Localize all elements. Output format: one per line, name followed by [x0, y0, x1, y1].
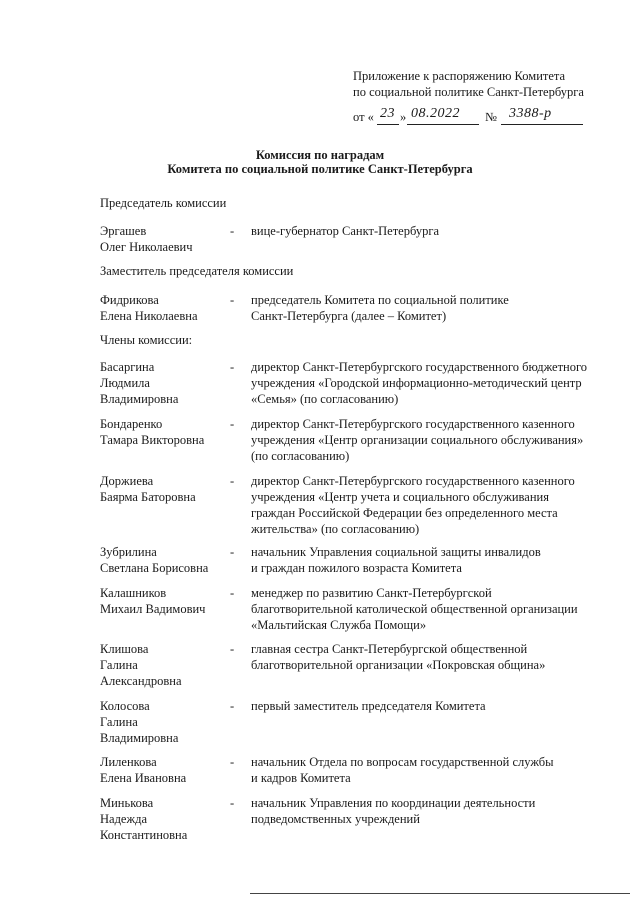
name-line: Басаргина: [100, 360, 155, 374]
role-line: благотворительной католической общественной организации: [251, 602, 578, 616]
date-prefix: от «: [353, 110, 374, 124]
role-line: подведомственных учреждений: [251, 812, 420, 826]
person-role: [251, 416, 621, 464]
date-rest-underline: [407, 124, 479, 125]
name-line: Колосова: [100, 699, 150, 713]
name-line: Баярма Баторовна: [100, 490, 196, 504]
role-line: менеджер по развитию Санкт-Петербургской: [251, 586, 492, 600]
role-line: учреждения «Центр организации социального обслуживания»: [251, 433, 584, 447]
name-line: Эргашев: [100, 224, 147, 238]
person-role: [251, 641, 621, 673]
dash: -: [230, 224, 235, 238]
person-role: [251, 223, 621, 239]
dash: -: [230, 417, 235, 431]
person-name: [100, 416, 225, 448]
person-role: [251, 292, 621, 324]
person-role: [251, 754, 621, 786]
section-members: Члены комиссии:: [100, 333, 193, 347]
name-line: Светлана Борисовна: [100, 561, 209, 575]
dash: -: [230, 699, 235, 713]
role-line: директор Санкт-Петербургского государственного бюджетного: [251, 360, 588, 374]
person-role: [251, 473, 621, 537]
role-line: граждан Российской Федерации без определенного места: [251, 506, 558, 520]
name-line: Зубрилина: [100, 545, 157, 559]
role-line: благотворительной организации «Покровская община»: [251, 658, 546, 672]
role-line: директор Санкт-Петербургского государственного казенного: [251, 474, 575, 488]
name-line: Владимировна: [100, 392, 179, 406]
footer-rule: [250, 893, 630, 894]
dash: -: [230, 755, 235, 769]
person-name: [100, 359, 225, 407]
role-line: учреждения «Городской информационно-методический центр: [251, 376, 582, 390]
role-line: жительства» (по согласованию): [251, 522, 420, 536]
document-subtitle: Комитета по социальной политике Санкт-Петербурга: [167, 162, 473, 176]
name-line: Людмила: [100, 376, 150, 390]
role-line: и граждан пожилого возраста Комитета: [251, 561, 462, 575]
appendix-line: по социальной политике Санкт-Петербурга: [353, 85, 584, 99]
name-line: Галина: [100, 658, 138, 672]
section-chairman: Председатель комиссии: [100, 196, 227, 210]
role-line: первый заместитель председателя Комитета: [251, 699, 486, 713]
name-line: Доржиева: [100, 474, 154, 488]
person-name: [100, 223, 225, 255]
name-line: Калашников: [100, 586, 167, 600]
name-line: Тамара Викторовна: [100, 433, 205, 447]
role-line: начальник Отдела по вопросам государственной службы: [251, 755, 554, 769]
person-role: [251, 359, 621, 407]
dash: -: [230, 545, 235, 559]
role-line: начальник Управления по координации деятельности: [251, 796, 536, 810]
name-line: Елена Николаевна: [100, 309, 198, 323]
name-line: Галина: [100, 715, 138, 729]
role-line: директор Санкт-Петербургского государственного казенного: [251, 417, 575, 431]
person-name: [100, 544, 225, 576]
dash: -: [230, 293, 235, 307]
dash: -: [230, 642, 235, 656]
person-name: [100, 754, 225, 786]
person-name: [100, 292, 225, 324]
dash: -: [230, 796, 235, 810]
role-line: Санкт-Петербурга (далее – Комитет): [251, 309, 447, 323]
name-line: Минькова: [100, 796, 154, 810]
name-line: Михаил Вадимович: [100, 602, 206, 616]
role-line: председатель Комитета по социальной политике: [251, 293, 509, 307]
person-role: [251, 698, 621, 714]
date-day: 23: [380, 106, 395, 121]
role-line: и кадров Комитета: [251, 771, 351, 785]
name-line: Клишова: [100, 642, 149, 656]
appendix-header: [353, 68, 623, 100]
name-line: Лиленкова: [100, 755, 157, 769]
date-mid: »: [400, 110, 407, 124]
role-line: «Мальтийская Служба Помощи»: [251, 618, 427, 632]
role-line: учреждения «Центр учета и социального обслуживания: [251, 490, 549, 504]
role-line: главная сестра Санкт-Петербургской общественной: [251, 642, 528, 656]
person-name: [100, 795, 225, 843]
person-role: [251, 585, 621, 633]
person-name: [100, 473, 225, 505]
name-line: Бондаренко: [100, 417, 163, 431]
role-line: начальник Управления социальной защиты инвалидов: [251, 545, 541, 559]
name-line: Надежда: [100, 812, 148, 826]
section-deputy: Заместитель председателя комиссии: [100, 264, 294, 278]
person-role: [251, 544, 621, 576]
order-date-number: [353, 107, 613, 129]
person-name: [100, 641, 225, 689]
name-line: Александровна: [100, 674, 182, 688]
name-line: Олег Николаевич: [100, 240, 193, 254]
document-title: Комиссия по наградам: [255, 148, 385, 162]
person-role: [251, 795, 621, 827]
person-name: [100, 698, 225, 746]
number-underline: [501, 124, 583, 125]
appendix-line: Приложение к распоряжению Комитета: [353, 69, 566, 83]
role-line: вице-губернатор Санкт-Петербурга: [251, 224, 440, 238]
role-line: (по согласованию): [251, 449, 350, 463]
name-line: Елена Ивановна: [100, 771, 187, 785]
date-rest: 08.2022: [411, 106, 460, 121]
number-value: 3388-р: [509, 106, 552, 121]
role-line: «Семья» (по согласованию): [251, 392, 399, 406]
dash: -: [230, 586, 235, 600]
dash: -: [230, 474, 235, 488]
name-line: Фидрикова: [100, 293, 159, 307]
dash: -: [230, 360, 235, 374]
name-line: Владимировна: [100, 731, 179, 745]
number-label: №: [485, 110, 497, 124]
person-name: [100, 585, 225, 617]
name-line: Константиновна: [100, 828, 188, 842]
date-day-underline: [377, 124, 399, 125]
